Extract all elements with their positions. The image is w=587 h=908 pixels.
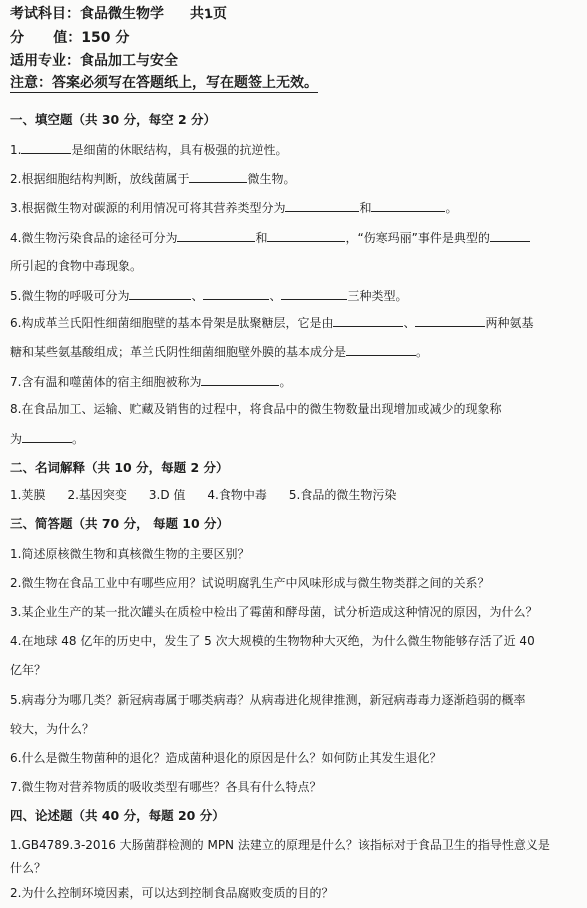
answer-blank [267,229,345,242]
fill-question-8-cont: 为 。 [10,432,85,446]
score-label: 分 值： [10,30,82,46]
fill-question-8: 8.在食品加工、运输、贮藏及销售的过程中，将食品中的微生物数量出现增加或减少的现象称 [10,402,502,416]
term-item: 2.基因突变 [67,488,127,502]
fill-question-1: 1. 是细菌的休眠结构，具有极强的抗逆性。 [10,143,288,157]
answer-blank [281,287,347,300]
term-item: 4.食物中毒 [207,488,267,502]
short-question-3: 3.某企业生产的某一批次罐头在质检中检出了霉菌和酵母菌，试分析造成这种情况的原因，为什么？ [10,605,538,619]
answer-blank [346,343,416,356]
section-1-title: 一、填空题（共 30 分，每空 2 分） [10,112,217,127]
fill-question-3: 3.根据微生物对碳源的利用情况可将其营养类型分为 和 。 [10,201,458,215]
major-line [10,53,583,69]
short-question-4-cont: 亿年？ [10,663,47,677]
score-value: 150 分 [81,30,130,46]
answer-blank [333,314,403,327]
answer-blank [490,229,530,242]
short-question-6: 6.什么是微生物菌种的退化？造成菌种退化的原因是什么？如何防止其发生退化？ [10,751,442,765]
answer-blank [201,373,279,386]
essay-question-1: 1.GB4789.3-2016 大肠菌群检测的 MPN 法建立的原理是什么？该指标对于食品卫生的指导性意义是 [10,838,550,852]
notice-text: 注意：答案必须写在答题纸上，写在题签上无效。 [10,75,318,91]
answer-blank [22,430,72,443]
short-question-5-cont: 较大，为什么？ [10,722,95,736]
section-3-title: 三、简答题（共 70 分， 每题 10 分） [10,516,230,531]
notice-line [10,75,583,91]
answer-blank [177,229,255,242]
short-question-5: 5.病毒分为哪几类？新冠病毒属于哪类病毒？从病毒进化规律推测，新冠病毒毒力逐渐趋弱的概率 [10,693,526,707]
term-item: 1.荚膜 [10,488,46,502]
term-item: 3.D 值 [148,488,186,502]
section-2-title: 二、名词解释（共 10 分，每题 2 分） [10,460,229,475]
answer-blank [203,287,269,300]
subject-label: 考试科目： [10,6,80,22]
fill-question-5: 5.微生物的呼吸可分为 、 、 三种类型。 [10,289,408,303]
term-item: 5.食品的微生物污染 [288,488,397,502]
subject-line [10,6,583,23]
fill-question-6-cont: 糖和某些氨基酸组成；革兰氏阴性细菌细胞壁外膜的基本成分是 。 [10,345,429,359]
pages-prefix: 共 [190,6,204,22]
essay-question-1-cont: 什么？ [10,861,47,875]
pages-suffix: 页 [213,6,228,22]
fill-question-4: 4.微生物污染食品的途径可分为 和 ，“伤寒玛丽”事件是典型的 [10,229,583,246]
major-value: 食品加工与安全 [80,53,178,69]
short-question-7: 7.微生物对营养物质的吸收类型有哪些？各具有什么特点？ [10,780,322,794]
fill-question-4-cont: 所引起的食物中毒现象。 [10,259,143,273]
section-4-title: 四、论述题（共 40 分，每题 20 分） [10,808,225,823]
fill-question-2: 2.根据细胞结构判断，放线菌属于 微生物。 [10,172,296,186]
fill-question-7: 7.含有温和噬菌体的宿主细胞被称为 。 [10,375,292,389]
score-line [10,30,583,46]
answer-blank [189,170,247,183]
answer-blank [21,141,71,154]
answer-blank [285,199,359,212]
short-question-2: 2.微生物在食品工业中有哪些应用？试说明腐乳生产中风味形成与微生物类群之间的关系？ [10,576,490,590]
subject-value: 食品微生物学 [80,6,164,22]
fill-question-6: 6.构成革兰氏阳性细菌细胞壁的基本骨架是肽聚糖层，它是由 、 两种氨基 [10,316,534,330]
terms-list [10,487,583,503]
short-question-1: 1.简述原核微生物和真核微生物的主要区别？ [10,547,250,561]
pages-value: 1 [203,6,214,23]
answer-blank [129,287,191,300]
major-label: 适用专业： [10,53,80,69]
answer-blank [415,314,485,327]
answer-blank [371,199,445,212]
essay-question-2: 2.为什么控制环境因素，可以达到控制食品腐败变质的目的？ [10,886,334,900]
short-question-4: 4.在地球 48 亿年的历史中，发生了 5 次大规模的生物物种大灭绝，为什么微生物能够存活了近 40 [10,634,535,648]
